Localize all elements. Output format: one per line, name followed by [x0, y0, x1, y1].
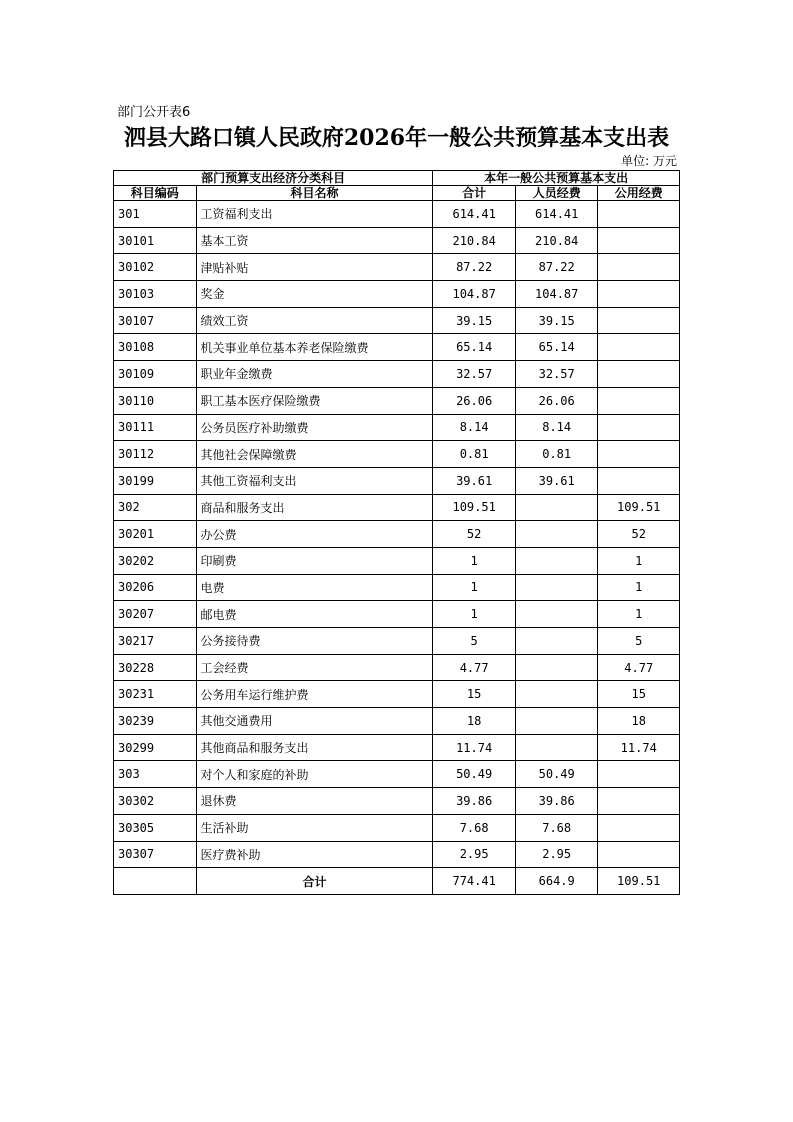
row-staff: [515, 628, 598, 655]
row-name: 其他商品和服务支出: [196, 734, 433, 761]
row-code: 30302: [114, 788, 197, 815]
table-row: [114, 681, 680, 708]
row-public: [598, 814, 680, 841]
row-public: 1: [598, 547, 680, 574]
row-code: 30101: [114, 227, 197, 254]
row-total: 15: [433, 681, 516, 708]
row-public: [598, 761, 680, 788]
row-public: [598, 227, 680, 254]
row-name: 工会经费: [196, 654, 433, 681]
row-public: [598, 467, 680, 494]
table-row: [114, 788, 680, 815]
row-total: 104.87: [433, 281, 516, 308]
row-code: 30112: [114, 441, 197, 468]
row-total: 39.86: [433, 788, 516, 815]
row-staff: [515, 654, 598, 681]
row-total: 210.84: [433, 227, 516, 254]
row-code: 30202: [114, 547, 197, 574]
row-code: 303: [114, 761, 197, 788]
row-code: 30217: [114, 628, 197, 655]
column-header-total: 合计: [433, 186, 516, 201]
row-name: 商品和服务支出: [196, 494, 433, 521]
row-code: 302: [114, 494, 197, 521]
row-total: 50.49: [433, 761, 516, 788]
row-public: [598, 414, 680, 441]
row-name: 其他社会保障缴费: [196, 441, 433, 468]
row-name: 基本工资: [196, 227, 433, 254]
table-tag: 部门公开表6: [117, 105, 191, 120]
row-total: 52: [433, 521, 516, 548]
row-total: 0.81: [433, 441, 516, 468]
row-public: 15: [598, 681, 680, 708]
row-code: 30199: [114, 467, 197, 494]
row-name: 职业年金缴费: [196, 361, 433, 388]
row-staff: 2.95: [515, 841, 598, 868]
row-total: 32.57: [433, 361, 516, 388]
row-code: 30231: [114, 681, 197, 708]
row-staff: 39.61: [515, 467, 598, 494]
row-code: 30108: [114, 334, 197, 361]
column-header-row: [114, 186, 680, 201]
table-row: [114, 441, 680, 468]
table-row: [114, 574, 680, 601]
row-public: 11.74: [598, 734, 680, 761]
row-name: 公务接待费: [196, 628, 433, 655]
row-name: 职工基本医疗保险缴费: [196, 387, 433, 414]
table-row: [114, 494, 680, 521]
table-row: [114, 227, 680, 254]
row-public: [598, 254, 680, 281]
row-code: 301: [114, 201, 197, 228]
table-row: [114, 467, 680, 494]
row-staff: 50.49: [515, 761, 598, 788]
table-row: [114, 334, 680, 361]
unit-label: 单位: 万元: [621, 154, 677, 168]
table-row: [114, 281, 680, 308]
summary-row: [114, 868, 680, 895]
group-header-classification: 部门预算支出经济分类科目: [114, 171, 433, 186]
row-name: 退休费: [196, 788, 433, 815]
summary-code-cell: [114, 868, 197, 895]
row-staff: 7.68: [515, 814, 598, 841]
row-public: [598, 441, 680, 468]
row-name: 津贴补贴: [196, 254, 433, 281]
row-public: [598, 201, 680, 228]
summary-label: 合计: [196, 868, 433, 895]
table-row: [114, 628, 680, 655]
row-name: 电费: [196, 574, 433, 601]
table-row: [114, 841, 680, 868]
row-staff: [515, 494, 598, 521]
table-row: [114, 414, 680, 441]
table-row: [114, 361, 680, 388]
row-name: 其他交通费用: [196, 708, 433, 735]
row-staff: [515, 574, 598, 601]
row-public: 1: [598, 601, 680, 628]
row-total: 39.15: [433, 307, 516, 334]
row-name: 邮电费: [196, 601, 433, 628]
summary-staff: 664.9: [515, 868, 598, 895]
row-public: [598, 361, 680, 388]
row-name: 印刷费: [196, 547, 433, 574]
row-name: 办公费: [196, 521, 433, 548]
row-public: [598, 281, 680, 308]
table-row: [114, 761, 680, 788]
group-header-row: [114, 171, 680, 186]
row-public: [598, 841, 680, 868]
row-total: 109.51: [433, 494, 516, 521]
row-staff: 65.14: [515, 334, 598, 361]
row-code: 30107: [114, 307, 197, 334]
page-title: 泗县大路口镇人民政府2026年一般公共预算基本支出表: [123, 125, 670, 151]
row-total: 2.95: [433, 841, 516, 868]
row-code: 30111: [114, 414, 197, 441]
table-row: [114, 601, 680, 628]
column-header-code: 科目编码: [114, 186, 197, 201]
row-staff: 8.14: [515, 414, 598, 441]
row-staff: 39.15: [515, 307, 598, 334]
table-row: [114, 521, 680, 548]
row-total: 87.22: [433, 254, 516, 281]
row-staff: 210.84: [515, 227, 598, 254]
row-total: 1: [433, 601, 516, 628]
row-code: 30103: [114, 281, 197, 308]
row-staff: [515, 547, 598, 574]
row-staff: 26.06: [515, 387, 598, 414]
row-total: 65.14: [433, 334, 516, 361]
row-public: [598, 387, 680, 414]
summary-public: 109.51: [598, 868, 680, 895]
table-row: [114, 814, 680, 841]
row-code: 30228: [114, 654, 197, 681]
table-row: [114, 734, 680, 761]
column-header-staff: 人员经费: [515, 186, 598, 201]
row-staff: [515, 734, 598, 761]
row-staff: 614.41: [515, 201, 598, 228]
row-total: 18: [433, 708, 516, 735]
column-header-name: 科目名称: [196, 186, 433, 201]
table-row: [114, 201, 680, 228]
row-code: 30201: [114, 521, 197, 548]
table-row: [114, 547, 680, 574]
row-total: 5: [433, 628, 516, 655]
row-staff: [515, 681, 598, 708]
row-name: 绩效工资: [196, 307, 433, 334]
row-staff: 39.86: [515, 788, 598, 815]
row-name: 公务员医疗补助缴费: [196, 414, 433, 441]
row-total: 8.14: [433, 414, 516, 441]
column-header-public: 公用经费: [598, 186, 680, 201]
row-staff: 32.57: [515, 361, 598, 388]
table-body: [114, 201, 680, 868]
row-public: 52: [598, 521, 680, 548]
row-total: 614.41: [433, 201, 516, 228]
row-public: 18: [598, 708, 680, 735]
row-public: 1: [598, 574, 680, 601]
row-code: 30109: [114, 361, 197, 388]
summary-total: 774.41: [433, 868, 516, 895]
row-code: 30307: [114, 841, 197, 868]
row-total: 26.06: [433, 387, 516, 414]
table-row: [114, 254, 680, 281]
row-code: 30206: [114, 574, 197, 601]
row-name: 机关事业单位基本养老保险缴费: [196, 334, 433, 361]
row-total: 7.68: [433, 814, 516, 841]
row-name: 对个人和家庭的补助: [196, 761, 433, 788]
row-public: [598, 334, 680, 361]
row-staff: [515, 708, 598, 735]
row-code: 30239: [114, 708, 197, 735]
row-name: 生活补助: [196, 814, 433, 841]
row-total: 11.74: [433, 734, 516, 761]
row-code: 30305: [114, 814, 197, 841]
row-public: [598, 788, 680, 815]
row-name: 其他工资福利支出: [196, 467, 433, 494]
row-staff: [515, 521, 598, 548]
table-row: [114, 387, 680, 414]
row-code: 30110: [114, 387, 197, 414]
row-total: 1: [433, 574, 516, 601]
row-staff: 0.81: [515, 441, 598, 468]
row-staff: 104.87: [515, 281, 598, 308]
row-staff: [515, 601, 598, 628]
row-code: 30207: [114, 601, 197, 628]
table-row: [114, 307, 680, 334]
row-name: 奖金: [196, 281, 433, 308]
row-name: 公务用车运行维护费: [196, 681, 433, 708]
row-name: 工资福利支出: [196, 201, 433, 228]
row-staff: 87.22: [515, 254, 598, 281]
row-total: 1: [433, 547, 516, 574]
table-row: [114, 708, 680, 735]
row-total: 39.61: [433, 467, 516, 494]
group-header-expenditure: 本年一般公共预算基本支出: [433, 171, 680, 186]
row-public: 5: [598, 628, 680, 655]
row-public: 109.51: [598, 494, 680, 521]
row-total: 4.77: [433, 654, 516, 681]
row-code: 30102: [114, 254, 197, 281]
budget-table: [113, 170, 680, 895]
row-code: 30299: [114, 734, 197, 761]
table-row: [114, 654, 680, 681]
row-public: [598, 307, 680, 334]
row-name: 医疗费补助: [196, 841, 433, 868]
row-public: 4.77: [598, 654, 680, 681]
